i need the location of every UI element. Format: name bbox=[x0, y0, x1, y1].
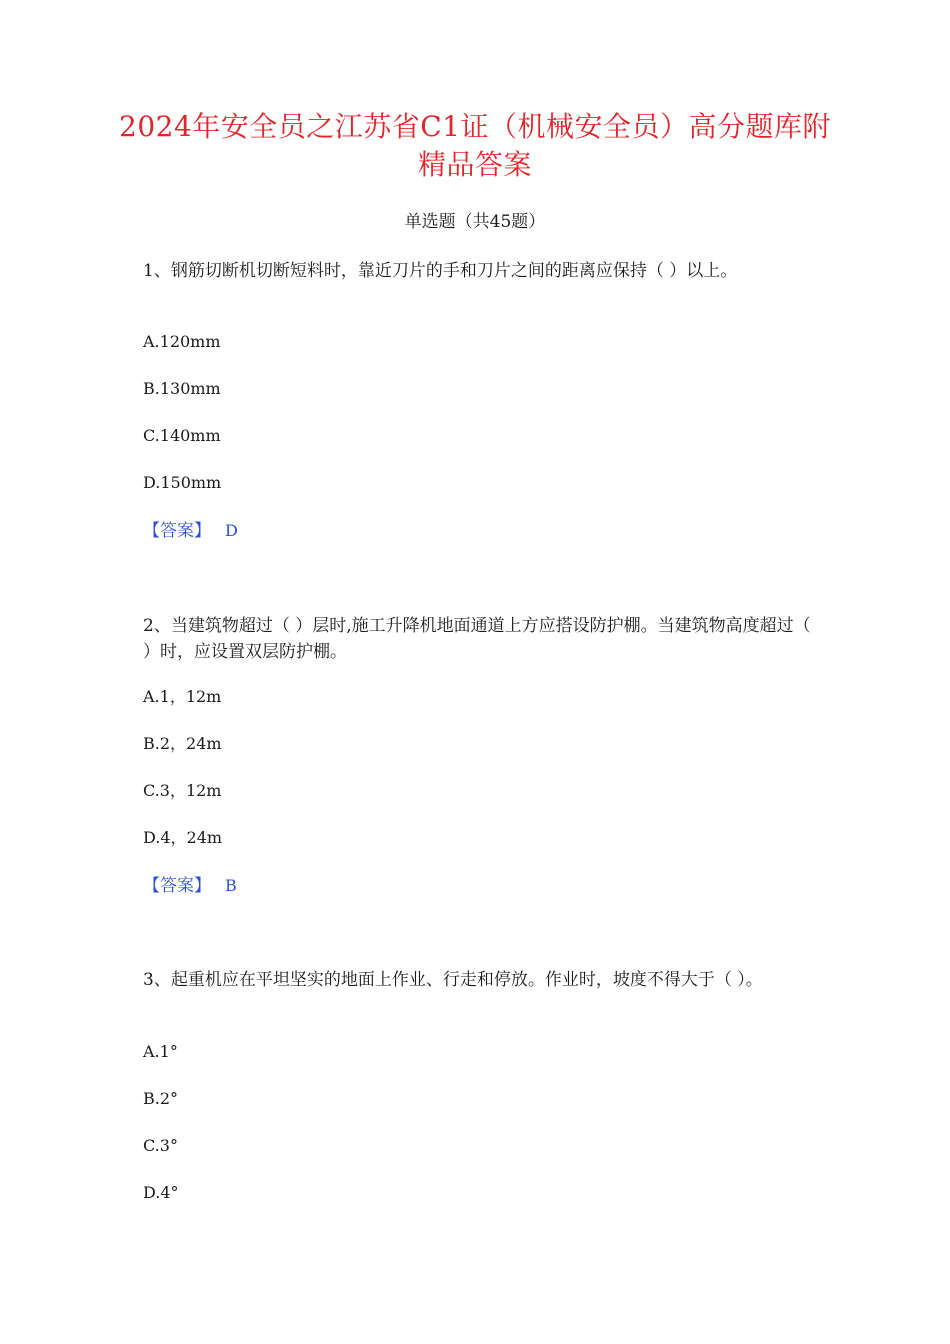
option-d: D.4，24m bbox=[143, 828, 223, 847]
question-stem: 2、当建筑物超过（ ）层时,施工升降机地面通道上方应搭设防护棚。当建筑物高度超过（ ）时，应设置双层防护棚。 bbox=[143, 616, 811, 662]
answer-line bbox=[143, 874, 237, 898]
document-title: 2024年安全员之江苏省C1证（机械安全员）高分题库附精品答案 bbox=[119, 110, 831, 181]
answer-line bbox=[143, 519, 238, 543]
option-a: A.120mm bbox=[143, 332, 221, 351]
option-d: D.150mm bbox=[143, 473, 222, 492]
answer-value: B bbox=[225, 876, 237, 895]
answer-label: 【答案】 bbox=[143, 876, 211, 896]
section-heading: 单选题（共45题） bbox=[404, 212, 546, 232]
option-a: A.1° bbox=[143, 1042, 178, 1061]
option-c: C.3，12m bbox=[143, 781, 222, 800]
option-b: B.2° bbox=[143, 1089, 179, 1108]
option-c: C.3° bbox=[143, 1136, 178, 1155]
option-c: C.140mm bbox=[143, 426, 221, 445]
answer-value: D bbox=[225, 521, 238, 540]
option-b: B.2，24m bbox=[143, 734, 222, 753]
option-b: B.130mm bbox=[143, 379, 221, 398]
option-d: D.4° bbox=[143, 1183, 179, 1202]
option-a: A.1，12m bbox=[143, 687, 222, 706]
question-stem: 3、起重机应在平坦坚实的地面上作业、行走和停放。作业时，坡度不得大于（ ）。 bbox=[143, 970, 763, 990]
answer-label: 【答案】 bbox=[143, 521, 211, 541]
question-stem: 1、钢筋切断机切断短料时，靠近刀片的手和刀片之间的距离应保持（ ）以上。 bbox=[143, 261, 738, 281]
